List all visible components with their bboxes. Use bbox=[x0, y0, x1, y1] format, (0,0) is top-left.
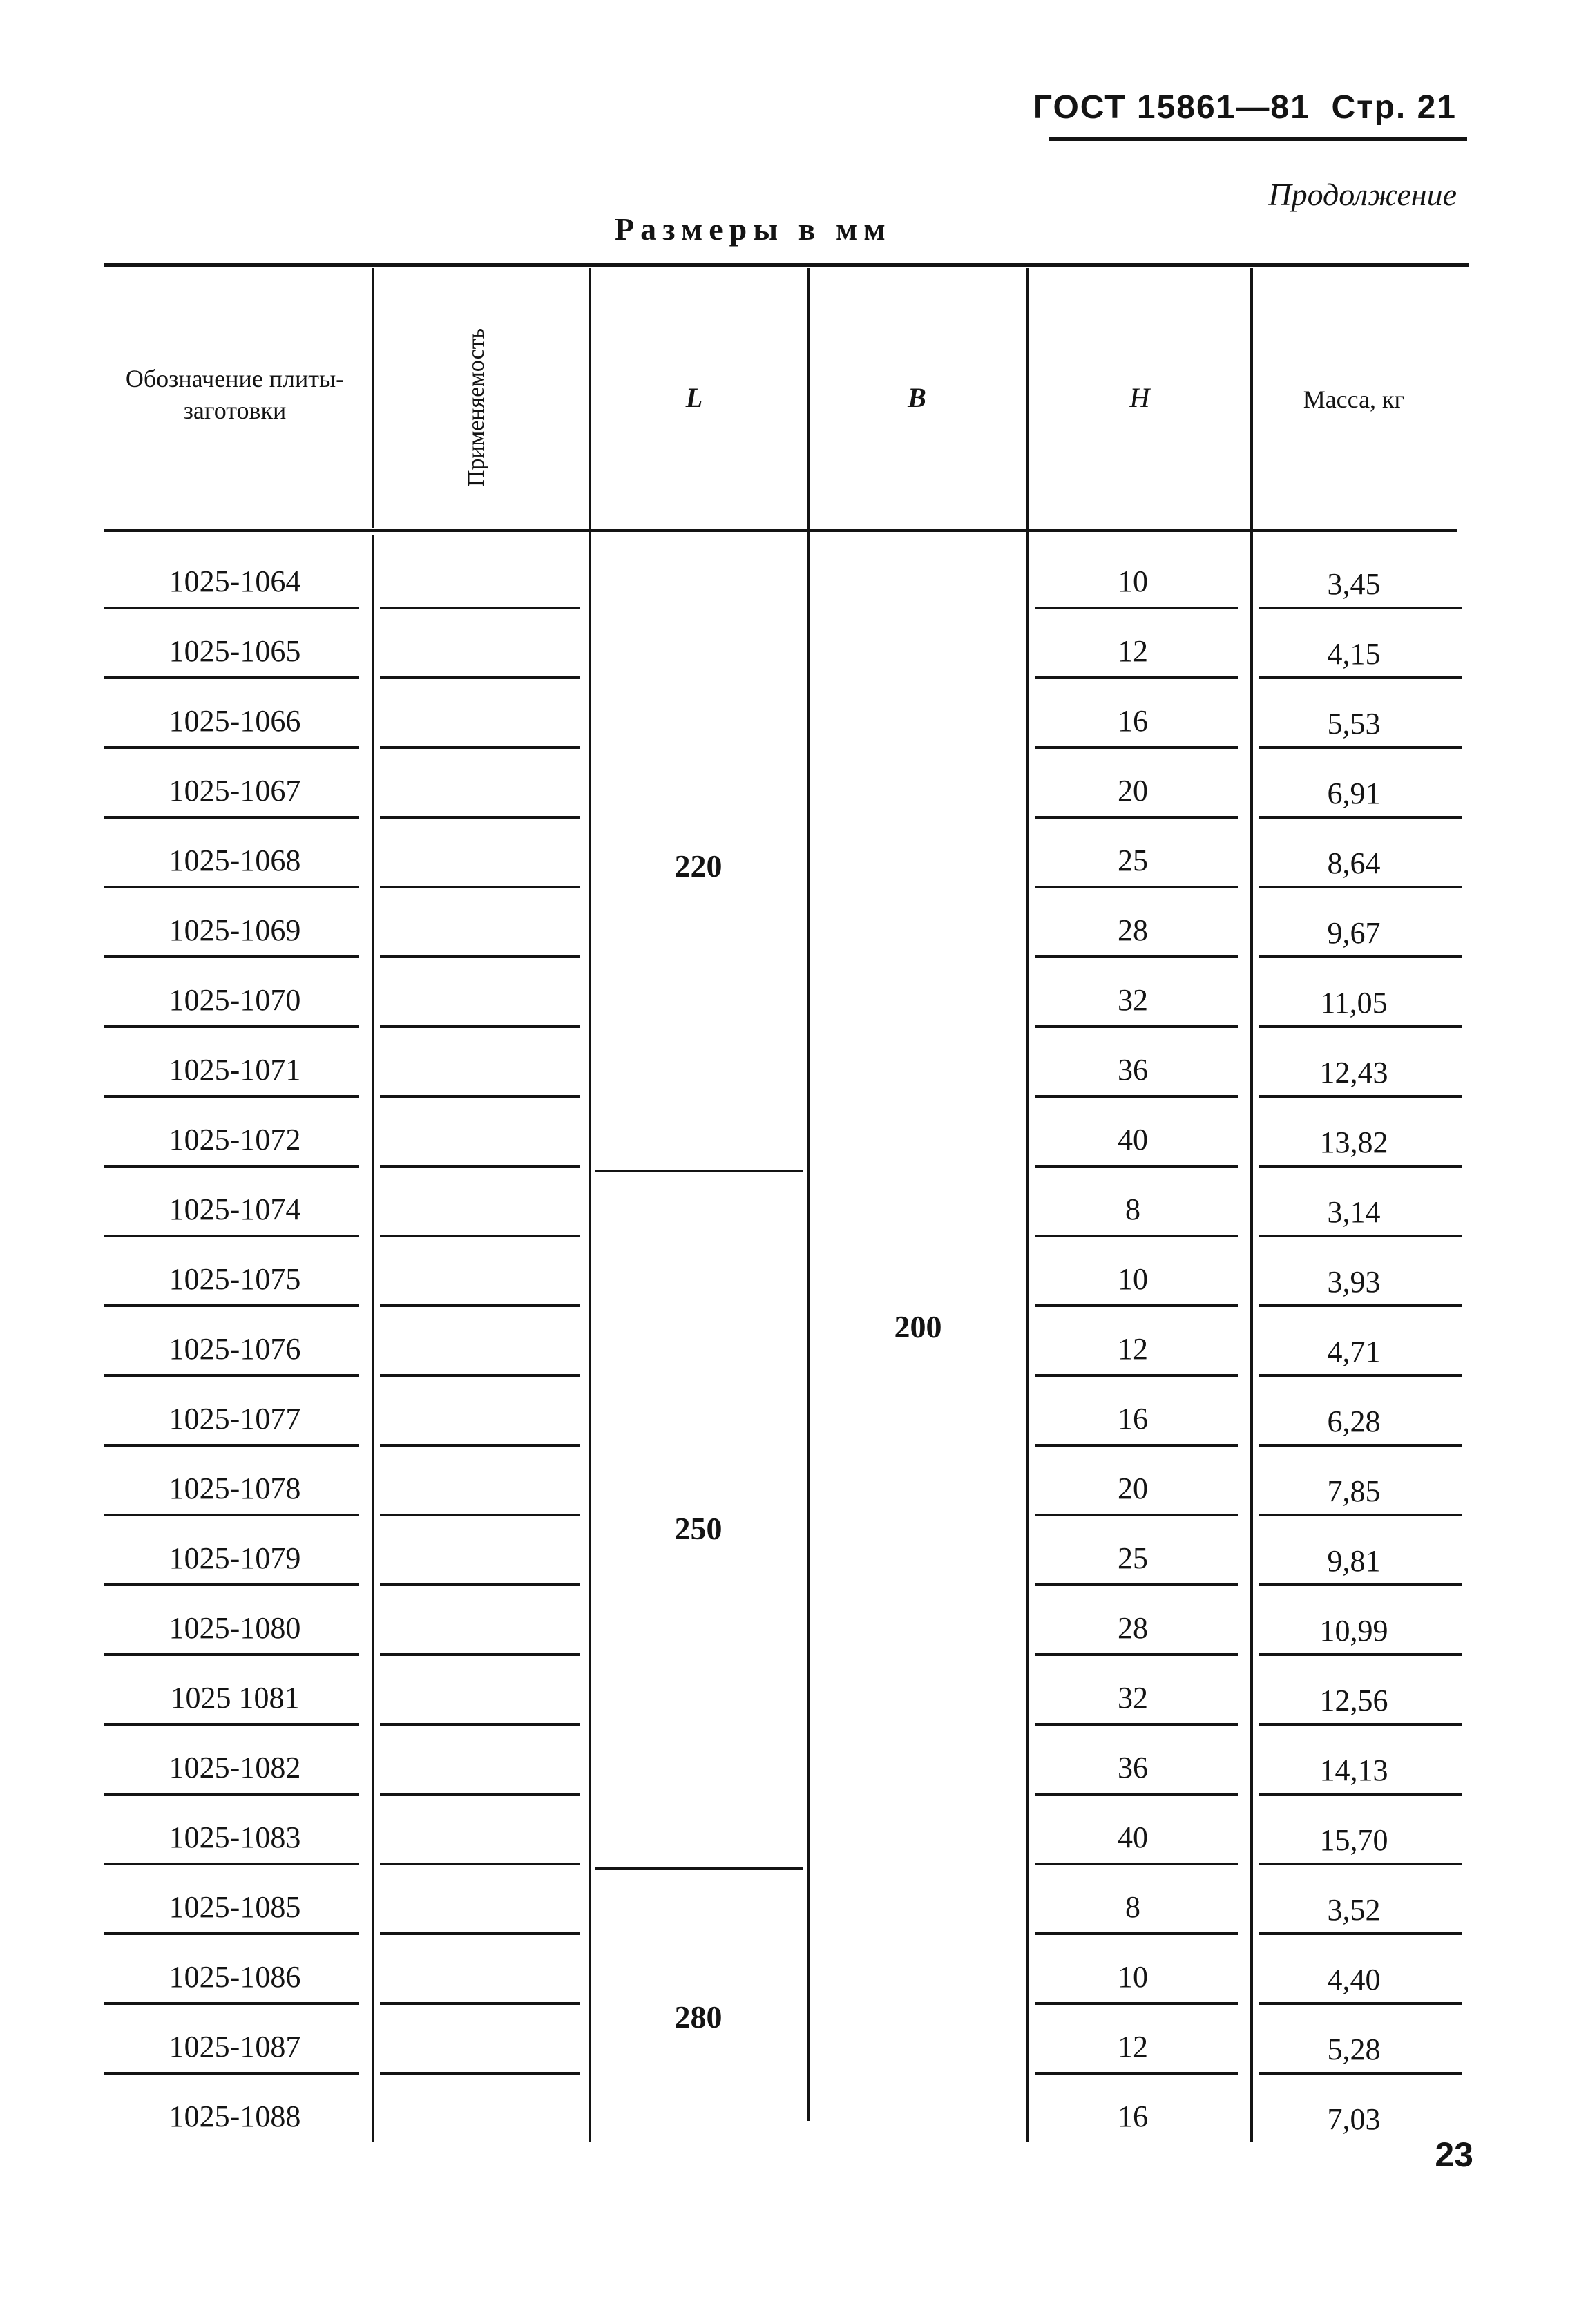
row-rule bbox=[1035, 1025, 1238, 1028]
row-rule bbox=[1035, 676, 1238, 679]
row-rule bbox=[1259, 1165, 1462, 1168]
row-rule bbox=[104, 746, 359, 749]
mass-cell: 14,13 bbox=[1319, 1753, 1388, 1787]
row-rule bbox=[104, 2002, 359, 2005]
designation-cell: 1025-1085 bbox=[169, 1890, 301, 1924]
mass-cell: 4,71 bbox=[1327, 1335, 1381, 1369]
l-group-rule bbox=[595, 1170, 803, 1172]
mass-cell: 10,99 bbox=[1319, 1614, 1388, 1648]
designation-cell: 1025-1064 bbox=[169, 564, 301, 598]
h-cell: 28 bbox=[1118, 1611, 1148, 1645]
page-label: Стр. 21 bbox=[1331, 89, 1457, 126]
column-divider bbox=[372, 535, 374, 2142]
row-rule bbox=[1035, 1165, 1238, 1168]
row-rule bbox=[1035, 1653, 1238, 1656]
page-number: 23 bbox=[1435, 2135, 1473, 2174]
row-rule bbox=[104, 2072, 359, 2075]
row-rule bbox=[380, 1723, 580, 1726]
row-rule bbox=[104, 955, 359, 958]
mass-cell: 13,82 bbox=[1319, 1125, 1388, 1159]
mass-cell: 4,15 bbox=[1327, 637, 1381, 671]
row-rule bbox=[380, 1235, 580, 1237]
mass-cell: 3,45 bbox=[1327, 567, 1381, 601]
column-header-H: H bbox=[1129, 382, 1150, 413]
designation-cell: 1025-1067 bbox=[169, 774, 301, 808]
row-rule bbox=[380, 1793, 580, 1796]
mass-cell: 9,67 bbox=[1327, 916, 1381, 950]
designation-cell: 1025-1087 bbox=[169, 2030, 301, 2064]
row-rule bbox=[380, 886, 580, 888]
mass-cell: 4,40 bbox=[1327, 1963, 1381, 1997]
row-rule bbox=[380, 1025, 580, 1028]
h-cell: 25 bbox=[1118, 844, 1148, 877]
row-rule bbox=[1259, 1793, 1462, 1796]
mass-cell: 3,93 bbox=[1327, 1265, 1381, 1299]
designation-cell: 1025-1065 bbox=[169, 634, 301, 668]
h-cell: 16 bbox=[1118, 2099, 1148, 2133]
row-rule bbox=[104, 1165, 359, 1168]
h-cell: 12 bbox=[1118, 634, 1148, 668]
designation-cell: 1025-1070 bbox=[169, 983, 301, 1017]
row-rule bbox=[1259, 746, 1462, 749]
mass-cell: 15,70 bbox=[1319, 1823, 1388, 1857]
row-rule bbox=[1035, 607, 1238, 609]
row-rule bbox=[1259, 955, 1462, 958]
h-cell: 28 bbox=[1118, 913, 1148, 947]
designation-cell: 1025-1072 bbox=[169, 1123, 301, 1156]
row-rule bbox=[1035, 2002, 1238, 2005]
row-rule bbox=[1259, 1653, 1462, 1656]
row-rule bbox=[1259, 1235, 1462, 1237]
row-rule bbox=[1259, 1723, 1462, 1726]
row-rule bbox=[1035, 1793, 1238, 1796]
h-cell: 32 bbox=[1118, 983, 1148, 1017]
designation-cell: 1025-1088 bbox=[169, 2099, 301, 2133]
mass-cell: 7,85 bbox=[1327, 1474, 1381, 1508]
row-rule bbox=[104, 676, 359, 679]
column-header-designation: Обозначение плиты-заготовки bbox=[125, 365, 345, 424]
row-rule bbox=[380, 1374, 580, 1377]
row-rule bbox=[380, 955, 580, 958]
row-rule bbox=[1035, 1374, 1238, 1377]
designation-cell: 1025-1069 bbox=[169, 913, 301, 947]
mass-cell: 3,14 bbox=[1327, 1195, 1381, 1229]
h-cell: 16 bbox=[1118, 704, 1148, 738]
h-cell: 12 bbox=[1118, 2030, 1148, 2064]
table-top-rule bbox=[104, 263, 1469, 267]
l-group-value: 220 bbox=[674, 848, 723, 884]
row-rule bbox=[104, 816, 359, 819]
row-rule bbox=[1259, 2072, 1462, 2075]
row-rule bbox=[1259, 1863, 1462, 1865]
mass-cell: 6,28 bbox=[1327, 1404, 1381, 1438]
row-rule bbox=[104, 1095, 359, 1098]
row-rule bbox=[104, 1444, 359, 1447]
row-rule bbox=[1035, 2072, 1238, 2075]
row-rule bbox=[1035, 1932, 1238, 1935]
standard-and-page bbox=[1033, 88, 1457, 126]
row-rule bbox=[1035, 746, 1238, 749]
row-rule bbox=[104, 1304, 359, 1307]
designation-cell: 1025 1081 bbox=[170, 1681, 300, 1715]
mass-cell: 6,91 bbox=[1327, 777, 1381, 810]
mass-cell: 11,05 bbox=[1320, 986, 1388, 1020]
row-rule bbox=[380, 676, 580, 679]
row-rule bbox=[380, 1514, 580, 1516]
row-rule bbox=[380, 1932, 580, 1935]
h-cell: 20 bbox=[1118, 1471, 1148, 1505]
continuation-label: Продолжение bbox=[1268, 177, 1457, 212]
h-cell: 32 bbox=[1118, 1681, 1148, 1715]
mass-cell: 12,43 bbox=[1319, 1056, 1388, 1089]
l-group-value: 280 bbox=[674, 1999, 723, 2035]
row-rule bbox=[380, 816, 580, 819]
designation-cell: 1025-1080 bbox=[169, 1611, 301, 1645]
h-cell: 40 bbox=[1118, 1123, 1148, 1156]
column-header-L: L bbox=[685, 382, 703, 413]
row-rule bbox=[1259, 1304, 1462, 1307]
dimensions-note: Размеры в мм bbox=[615, 211, 892, 247]
mass-cell: 5,53 bbox=[1327, 707, 1381, 741]
h-cell: 25 bbox=[1118, 1541, 1148, 1575]
row-rule bbox=[104, 1025, 359, 1028]
row-rule bbox=[1259, 816, 1462, 819]
designation-cell: 1025-1066 bbox=[169, 704, 301, 738]
mass-cell: 8,64 bbox=[1327, 846, 1381, 880]
row-rule bbox=[1259, 1374, 1462, 1377]
row-rule bbox=[1259, 607, 1462, 609]
mass-cell: 9,81 bbox=[1327, 1544, 1381, 1578]
row-rule bbox=[1259, 1095, 1462, 1098]
row-rule bbox=[104, 1932, 359, 1935]
row-rule bbox=[1035, 1514, 1238, 1516]
row-rule bbox=[380, 1444, 580, 1447]
column-divider bbox=[372, 268, 374, 528]
designation-cell: 1025-1075 bbox=[169, 1262, 301, 1296]
row-rule bbox=[1259, 1932, 1462, 1935]
row-rule bbox=[380, 1095, 580, 1098]
row-rule bbox=[104, 1793, 359, 1796]
mass-cell: 3,52 bbox=[1327, 1893, 1381, 1927]
h-cell: 10 bbox=[1118, 1262, 1148, 1296]
h-cell: 12 bbox=[1118, 1332, 1148, 1366]
row-rule bbox=[380, 1863, 580, 1865]
column-divider bbox=[807, 268, 810, 2121]
mass-cell: 5,28 bbox=[1327, 2032, 1381, 2066]
row-rule bbox=[104, 1235, 359, 1237]
designation-cell: 1025-1076 bbox=[169, 1332, 301, 1366]
column-header-mass: Масса, кг bbox=[1303, 385, 1405, 413]
designation-cell: 1025-1068 bbox=[169, 844, 301, 877]
row-rule bbox=[1035, 1863, 1238, 1865]
row-rule bbox=[1035, 886, 1238, 888]
h-cell: 8 bbox=[1125, 1890, 1140, 1924]
row-rule bbox=[1035, 1304, 1238, 1307]
row-rule bbox=[1259, 1583, 1462, 1586]
row-rule bbox=[1035, 1723, 1238, 1726]
row-rule bbox=[380, 1653, 580, 1656]
l-group-rule bbox=[595, 1867, 803, 1870]
applicability-label: Применяемость bbox=[463, 327, 489, 488]
row-rule bbox=[380, 746, 580, 749]
h-cell: 10 bbox=[1118, 564, 1148, 598]
row-rule bbox=[1035, 1095, 1238, 1098]
row-rule bbox=[380, 1165, 580, 1168]
row-rule bbox=[104, 886, 359, 888]
designation-cell: 1025-1074 bbox=[169, 1192, 301, 1226]
row-rule bbox=[104, 607, 359, 609]
row-rule bbox=[1035, 1583, 1238, 1586]
h-cell: 10 bbox=[1118, 1960, 1148, 1994]
row-rule bbox=[104, 1583, 359, 1586]
h-cell: 36 bbox=[1118, 1751, 1148, 1784]
row-rule bbox=[1035, 816, 1238, 819]
mass-cell: 12,56 bbox=[1319, 1684, 1388, 1717]
standard-number: ГОСТ 15861—81 bbox=[1033, 89, 1310, 126]
designation-cell: 1025-1082 bbox=[169, 1751, 301, 1784]
designation-cell: 1025-1077 bbox=[169, 1402, 301, 1436]
row-rule bbox=[104, 1723, 359, 1726]
table-header-rule bbox=[104, 529, 1457, 532]
row-rule bbox=[380, 1304, 580, 1307]
row-rule bbox=[1259, 1514, 1462, 1516]
row-rule bbox=[1035, 1444, 1238, 1447]
mass-cell: 7,03 bbox=[1327, 2102, 1381, 2136]
designation-cell: 1025-1083 bbox=[169, 1820, 301, 1854]
row-rule bbox=[380, 607, 580, 609]
row-rule bbox=[1035, 955, 1238, 958]
row-rule bbox=[1259, 886, 1462, 888]
row-rule bbox=[104, 1374, 359, 1377]
h-cell: 20 bbox=[1118, 774, 1148, 808]
designation-cell: 1025-1078 bbox=[169, 1471, 301, 1505]
row-rule bbox=[1259, 676, 1462, 679]
b-value: 200 bbox=[894, 1308, 942, 1344]
h-cell: 36 bbox=[1118, 1053, 1148, 1087]
column-divider bbox=[589, 268, 591, 2142]
designation-cell: 1025-1071 bbox=[169, 1053, 301, 1087]
row-rule bbox=[1035, 1235, 1238, 1237]
h-cell: 8 bbox=[1125, 1192, 1140, 1226]
designation-cell: 1025-1079 bbox=[169, 1541, 301, 1575]
row-rule bbox=[104, 1653, 359, 1656]
h-cell: 16 bbox=[1118, 1402, 1148, 1436]
row-rule bbox=[380, 1583, 580, 1586]
h-cell: 40 bbox=[1118, 1820, 1148, 1854]
row-rule bbox=[380, 2002, 580, 2005]
l-group-value: 250 bbox=[674, 1511, 723, 1546]
row-rule bbox=[104, 1863, 359, 1865]
row-rule bbox=[104, 1514, 359, 1516]
header-rule bbox=[1049, 137, 1467, 141]
column-header-B: B bbox=[908, 382, 926, 413]
row-rule bbox=[380, 2072, 580, 2075]
row-rule bbox=[1259, 2002, 1462, 2005]
row-rule bbox=[1259, 1025, 1462, 1028]
row-rule bbox=[1259, 1444, 1462, 1447]
designation-cell: 1025-1086 bbox=[169, 1960, 301, 1994]
